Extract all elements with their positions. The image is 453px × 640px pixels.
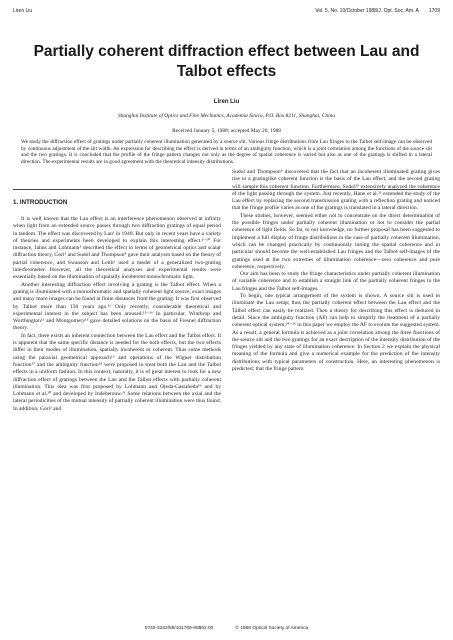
paragraph: Sudol and Thompson⁴ discovered that the fact that an incoherent illuminated grating gives rise to a gratinglike coherent function is the basis of the Lau effect, and the second grating will sample this coherent function. Furthermore, Sudol²² extensively analyzed the coherence of the light passing through the system. Just recently, Hane et al.²³ extended the study of the Lau effect by replacing the second transmission grating with a reflection grating and noticed that the fringe profile varies as one of the gratings is translated in a lateral direction. [232,169,440,212]
right-column [232,169,440,373]
paragraph: To begin, one typical arrangement of the system is shown. A source slit is used to illuminate the Lau setup; thus the partially coherent effect between the Lau effect and the Talbot effect can easily be realized. Then a theory for describing this effect is deduced in detail. Since the ambiguity function (AF) can help to simplify the treatment of a partially coherent optical system,²⁴⁻²⁶ in this paper we employ the AF to evolute the suggested system. As a result, a general formula is achieved as a joint correlation among the three functions of the source slit and the two gratings for an exact description of the intensity distribution of the fringes yielded by any state of illumination coherence. In Section 2 we explain the physical meaning of the formula and give a numerical example for the prediction of the intensity distributions with typical parameters of construction. Here, an interesting phenomenon is predicted; that the fringe pattern [232,293,440,373]
paragraph: In fact, there exists an inherent connection between the Lau effect and the Talbot effect. It is apparent that the same specific distance is needed for the both effects, but the two effects differ in their modes of illumination, spatially incoherent or coherent. Thus some methods using the paraxial geometrical approach¹⁶ and operations of the Wigner distribution function¹⁷ and the ambiguity function¹⁸ were proposed to treat both the Lau and the Talbot effects in a uniform fashion. In this context, naturally, it is of great interest to look for a new diffraction effect of gratings between the Lau and the Talbot effects with partially coherent illumination. This idea was first proposed by Lohmann and Ojeda-Castañeda¹⁹ and by Lohmann et al.²⁰ and developed by Indebetouw.²¹ Some relations between the axial and the lateral periodicities of the mutual intensity of partially coherent illumination were thus found. In addition, Gori² and [13,332,221,412]
running-head-volume: Vol. 5, No. 10/October 1988/J. Opt. Soc. Am. A [315,8,419,14]
paragraph: Our aim has been to study the fringe characteristics under partially coherent illumination of variable coherence and to establish a straight link of the partially coherent fringes to the Lau fringes and the Talbot self-images. [232,271,440,292]
author-affiliation: Shanghai Institute of Optics and Fine Mechanics, Academia Sinica, P.O. Box 8211, Shanghai, China [118,113,335,119]
left-column [13,199,221,413]
page-number: 1709 [428,8,440,14]
paper-title: Partially coherent diffraction effect between Lau and Talbot effects [33,43,420,80]
abstract: We study the diffraction effect of gratings under partially coherent illumination generated by a source slit. Various fringe distributions from Lau fringes to the Talbot self-image can be observed by continuous adjustment of the slit width. An expression for describing the effect is derived in terms of an ambiguity function, which is a joint correlation among the functions of the source slit and the two gratings. It is concluded that the profile of the fringe pattern changes not only as the degree of spatial coherence is varied but also as one of the gratings is shifted in a lateral direction. The experimental results are in good agreement with the theoretical intensity distributions. [21,139,432,166]
author-name: Liren Liu [213,99,240,105]
paragraph: These studies, however, seemed either not to concentrate on the direct determination of the possible fringes under partially coherent illumination or not to consider the partial coherence of light fields. So far, to our knowledge, no further proposal has been suggested to implement a full display of fringe distributions in the case of partially coherent illumination, which can be changed practically by continuously tuning the spatial coherence and in particular should become the well-established Lau fringes and the Talbot self-images of the gratings used at the two extremes of illumination coherence—zero coherence and pure coherence, respectively. [232,212,440,270]
running-head-author: Liren Liu [13,8,33,14]
article-code: 0740-3232/88/101709-08$02.00 [144,626,214,631]
paragraph: It is well known that the Lau effect is an interference phenomenon observed at infinity when light from an extended source passes through two diffraction gratings of equal period in tandem. The effect was discovered by Lau¹ in 1948. But only in recent years have a variety of theories and experiments been developed to explain this interesting effect.²⁻¹⁰ For instance, Jahns and Lohmann³ described the effect in terms of geometrical optics and scalar diffraction theory, Gori² and Sudol and Thompson⁴ gave their analyses based on the theory of partial coherence, and Swanson and Leith⁵ used a model of a generalized two-grating interferometer. However, all the theoretical analyses and experimental results were essentially based on the illumination of spatially incoherent monochromatic light. [13,216,221,281]
running-head [13,8,440,14]
received-dates: Received January 5, 1988; accepted May 20, 1988 [172,128,281,134]
running-head-right [315,8,440,14]
page-footer [0,626,453,631]
copyright: © 1988 Optical Society of America [235,626,309,631]
paragraph: Another interesting diffraction effect involving a grating is the Talbot effect. When a grating is illuminated with a monochromatic and spatially coherent light source, exact images and many more images can be found at finite distances from the grating. It was first observed by Talbot more than 150 years ago.¹¹ Only recently, considerable theoretical and experimental interest in the subject has been aroused.¹²⁻¹⁶ In particular, Winthrop and Worthington¹² and Montgomery¹³ gave detailed solutions on the basis of Fresnel diffraction theory. [13,281,221,332]
section-heading: 1. INTRODUCTION [13,199,68,206]
